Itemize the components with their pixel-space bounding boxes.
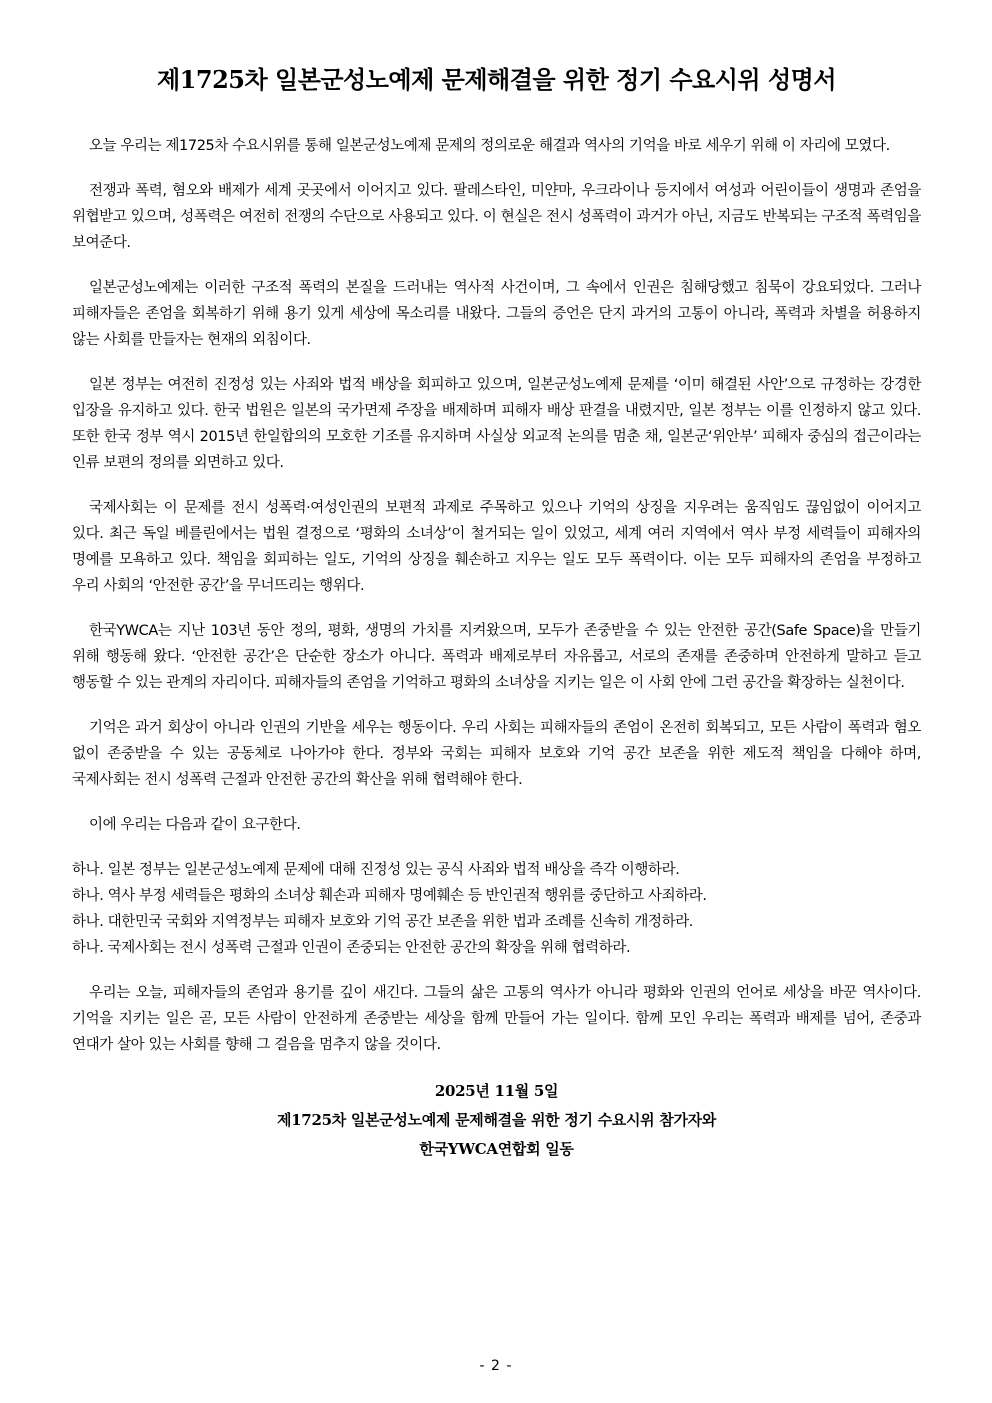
demand-item: 하나. 대한민국 국회와 지역정부는 피해자 보호와 기억 공간 보존을 위한 법과 조례를 신속히 개정하라. [72,914,694,930]
document-title: 제1725차 일본군성노예제 문제해결을 위한 정기 수요시위 성명서 [156,65,837,94]
paragraph-war-violence: 전쟁과 폭력, 혐오와 배제가 세계 곳곳에서 이어지고 있다. 팔레스타인, 미얀마, 우크라이나 등지에서 여성과 어린이들이 생명과 존엄을 위협받고 있으며, 성폭력은 여전히 전쟁의 수단으로 사용되고 있다. 이 현실은 전시 성폭력이 과거가 아닌, 지금도 반복되는 구조적 폭력임을 보여준다. [72,183,921,251]
paragraph-structural-violence: 일본군성노예제는 이러한 구조적 폭력의 본질을 드러내는 역사적 사건이며, 그 속에서 인권은 침해당했고 침묵이 강요되었다. 그러나 피해자들은 존엄을 회복하기 위해 용기 있게 세상에 목소리를 내왔다. 그들의 증언은 단지 과거의 고통이 아니라, 폭력과 차별을 허용하지 않는 사회를 만들자는 현재의 외침이다. [72,280,921,348]
paragraph-memory: 기억은 과거 회상이 아니라 인권의 기반을 세우는 행동이다. 우리 사회는 피해자들의 존엄이 온전히 회복되고, 모든 사람이 폭력과 혐오 없이 존중받을 수 있는 공동체로 나아가야 한다. 정부와 국회는 피해자 보호와 기억 공간 보존을 위한 제도적 책임을 다해야 하며, 국제사회는 전시 성폭력 근절과 안전한 공간의 확산을 위해 협력해야 한다. [72,720,921,788]
closing-block [72,1077,921,1164]
demand-item: 하나. 역사 부정 세력들은 평화의 소녀상 훼손과 피해자 명예훼손 등 반인권적 행위를 중단하고 사죄하라. [72,888,707,904]
closing-date: 2025년 11월 5일 [434,1082,559,1100]
paragraph-ywca: 한국YWCA는 지난 103년 동안 정의, 평화, 생명의 가치를 지켜왔으며, 모두가 존중받을 수 있는 안전한 공간(Safe Space)을 만들기 위해 행동해 왔다. ‘안전한 공간’은 단순한 장소가 아니다. 폭력과 배제로부터 자유롭고, 서로의 존재를 존중하며 안전하게 말하고 듣고 행동할 수 있는 관계의 자리이다. 피해자들의 존엄을 기억하고 평화의 소녀상을 지키는 일은 이 사회 안에 그런 공간을 확장하는 실천이다. [72,623,921,691]
demand-item: 하나. 국제사회는 전시 성폭력 근절과 인권이 존중되는 안전한 공간의 확장을 위해 협력하라. [72,940,631,956]
paragraph-opening: 오늘 우리는 제1725차 수요시위를 통해 일본군성노예제 문제의 정의로운 해결과 역사의 기억을 바로 세우기 위해 이 자리에 모였다. [89,138,890,154]
paragraph-final: 우리는 오늘, 피해자들의 존엄과 용기를 깊이 새긴다. 그들의 삶은 고통의 역사가 아니라 평화와 인권의 언어로 세상을 바꾼 역사이다. 기억을 지키는 일은 곧, 모든 사람이 안전하게 존중받는 세상을 함께 만들어 가는 일이다. 함께 모인 우리는 폭력과 배제를 넘어, 존중과 연대가 살아 있는 사회를 향해 그 걸음을 멈추지 않을 것이다. [72,985,921,1053]
closing-signatory-line1: 제1725차 일본군성노예제 문제해결을 위한 정기 수요시위 참가자와 [276,1111,717,1129]
paragraph-japanese-government: 일본 정부는 여전히 진정성 있는 사죄와 법적 배상을 회피하고 있으며, 일본군성노예제 문제를 ‘이미 해결된 사안’으로 규정하는 강경한 입장을 유지하고 있다. 한국 법원은 일본의 국가면제 주장을 배제하며 피해자 배상 판결을 내렸지만, 일본 정부는 이를 인정하지 않고 있다. 또한 한국 정부 역시 2015년 한일합의의 모호한 기조를 유지하며 사실상 외교적 논의를 멈춘 채, 일본군‘위안부’ 피해자 중심의 접근이라는 인류 보편의 정의를 외면하고 있다. [72,377,921,471]
paragraph-international-society: 국제사회는 이 문제를 전시 성폭력·여성인권의 보편적 과제로 주목하고 있으나 기억의 상징을 지우려는 움직임도 끊임없이 이어지고 있다. 최근 독일 베를린에서는 법원 결정으로 ‘평화의 소녀상’이 철거되는 일이 있었고, 세계 여러 지역에서 역사 부정 세력들이 피해자의 명예를 모욕하고 있다. 책임을 회피하는 일도, 기억의 상징을 훼손하고 지우는 일도 모두 폭력이다. 이는 모두 피해자의 존엄을 부정하고 우리 사회의 ‘안전한 공간’을 무너뜨리는 행위다. [72,500,921,594]
page-number: - 2 - [479,1358,513,1374]
paragraph-demand-intro: 이에 우리는 다음과 같이 요구한다. [89,817,301,833]
demand-item: 하나. 일본 정부는 일본군성노예제 문제에 대해 진정성 있는 공식 사죄와 법적 배상을 즉각 이행하라. [72,862,680,878]
document-page [72,60,921,1164]
closing-signatory-line2: 한국YWCA연합회 일동 [419,1140,574,1158]
demand-list [72,857,921,961]
